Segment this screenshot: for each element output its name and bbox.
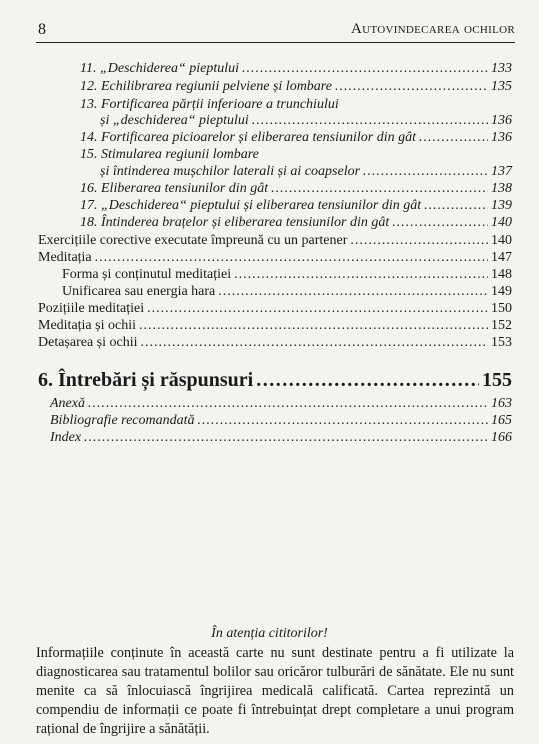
toc-entry (50, 412, 512, 429)
toc-entry-title: Bibliografie recomandată (50, 413, 195, 428)
page-header (36, 18, 515, 43)
toc-entry-title: 18. Întinderea brațelor și eliberarea tensiunilor din gât (80, 215, 390, 230)
toc-entry-page: 135 (491, 79, 512, 94)
toc-entry-title: Anexă (50, 396, 85, 411)
toc-entry-page: 148 (491, 267, 512, 282)
toc-entry-title: Detașarea și ochii (38, 335, 138, 350)
toc-entry (38, 249, 512, 266)
toc-entry-page: 149 (491, 284, 512, 299)
toc-entry-page: 136 (491, 113, 512, 128)
toc-entry-title: 14. Fortificarea picioarelor și eliberarea tensiunilor din gât (80, 130, 416, 145)
toc-entry-title: Pozițiile meditației (38, 301, 145, 316)
toc-entry-page: 133 (491, 61, 512, 76)
toc-entry (38, 300, 512, 317)
notice-title: În atenția cititorilor! (211, 626, 328, 641)
toc-entry-title: Meditația (38, 250, 92, 265)
toc-entry-title: 11. „Deschiderea“ pieptului (80, 61, 240, 76)
toc-entry (50, 429, 512, 446)
toc-entry-page: 140 (491, 215, 512, 230)
toc-entry (38, 232, 512, 249)
toc-entry (80, 78, 512, 95)
toc-entry (80, 60, 512, 77)
toc-entry-title: Index (50, 430, 82, 445)
toc-entry-page: 165 (491, 413, 512, 428)
toc-entry (38, 334, 512, 351)
toc-entry-title: și întinderea mușchilor laterali și ai coapselor (100, 164, 361, 179)
toc-entry-page: 138 (491, 181, 512, 196)
toc-entry (50, 395, 512, 412)
toc-entry-page: 147 (491, 250, 512, 265)
toc-entry-page: 137 (491, 164, 512, 179)
toc-entry-title: și „deschiderea“ pieptului (100, 113, 249, 128)
toc-entry-title: 16. Eliberarea tensiunilor din gât (80, 181, 269, 196)
toc-entry-title: 15. Stimularea regiunii lombare (80, 147, 259, 162)
toc-entry (80, 180, 512, 197)
toc-entry-title: 17. „Deschiderea“ pieptului și eliberarea tensiunilor din gât (80, 198, 422, 213)
toc-entry-page: 152 (491, 318, 512, 333)
toc-chapter (38, 368, 512, 392)
toc-entry (80, 129, 512, 146)
notice-text: Informațiile conținute în această carte nu sunt destinate pentru a fi utilizate la diagnosticarea sau tratamentul bolilor sau oricăror tulburări de sănătate. Ele nu sunt menite ca să înlocuiască îngrijirea medicală calificată. Cartea reprezintă un compendiu de informații ce poate fi întrebuințat drept completare a unui program rațional de îngrijire a sănătății. (36, 645, 514, 737)
toc-entry-page: 153 (491, 335, 512, 350)
toc-entry-title: 12. Echilibrarea regiunii pelviene și lombare (80, 79, 332, 94)
toc-entry-page: 163 (491, 396, 512, 411)
page-number: 8 (38, 21, 46, 38)
running-title: Autovindecarea ochilor (351, 21, 515, 37)
toc-entry-title: Exercițiile corective executate împreună cu un partener (38, 233, 348, 248)
toc-chapter-title: 6. Întrebări și răspunsuri (38, 369, 254, 391)
toc-entry (80, 214, 512, 231)
toc-chapter-page: 155 (482, 369, 512, 391)
toc-entry (100, 112, 512, 129)
toc-entry (80, 197, 512, 214)
toc-entry-page: 150 (491, 301, 512, 316)
toc-entry-page: 139 (491, 198, 512, 213)
toc-entry (62, 266, 512, 283)
toc-entry-title: Meditația și ochii (38, 318, 136, 333)
toc-entry-page: 136 (491, 130, 512, 145)
toc-entry-title: Forma și conținutul meditației (62, 267, 232, 282)
toc-entry (62, 283, 512, 300)
toc-entry (38, 317, 512, 334)
toc-entry-page: 166 (491, 430, 512, 445)
toc-entry-page: 140 (491, 233, 512, 248)
toc-entry-title: 13. Fortificarea părții inferioare a trunchiului (80, 97, 339, 112)
toc-entry-title: Unificarea sau energia hara (62, 284, 216, 299)
toc-entry (100, 163, 512, 180)
